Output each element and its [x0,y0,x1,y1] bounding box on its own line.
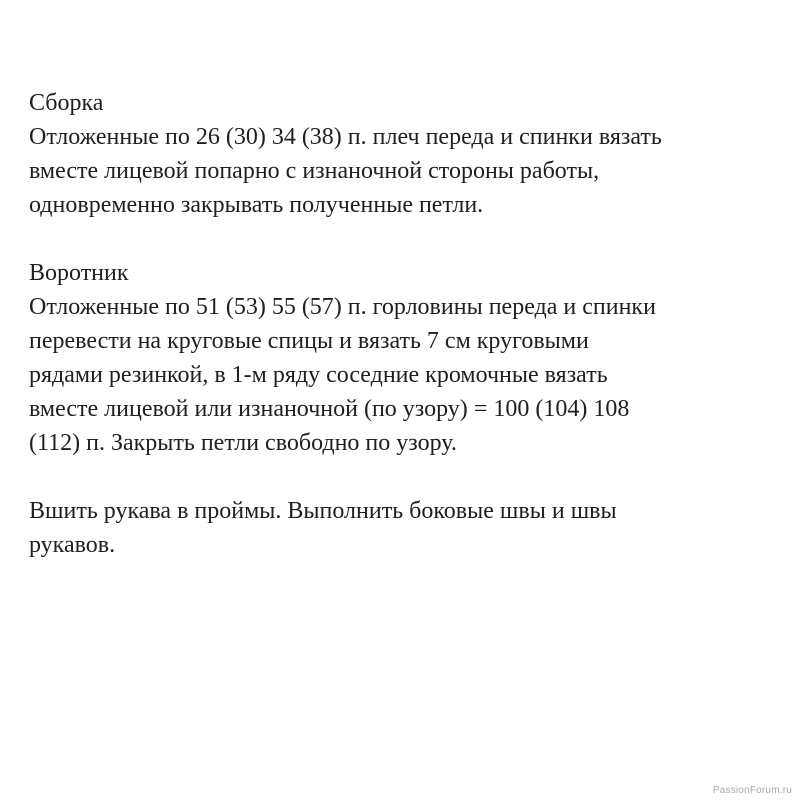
section-finishing [29,494,789,562]
text-line: Отложенные по 51 (53) 55 (57) п. горловины переда и спинки [29,294,656,320]
text-line: Отложенные по 26 (30) 34 (38) п. плеч переда и спинки вязать [29,124,662,150]
section-heading-assembly: Сборка [29,90,104,116]
text-line: (112) п. Закрыть петли свободно по узору. [29,430,457,456]
section-heading-collar: Воротник [29,260,129,286]
text-line: вместе лицевой или изнаночной (по узору) = 100 (104) 108 [29,396,630,422]
text-line: вместе лицевой попарно с изнаночной стороны работы, [29,158,600,184]
text-line: рядами резинкой, в 1-м ряду соседние кромочные вязать [29,362,608,388]
document-body [29,86,789,596]
watermark: PassionForum.ru [712,785,792,796]
text-line: рукавов. [29,532,116,558]
text-line: одновременно закрывать полученные петли. [29,192,484,218]
text-line: Вшить рукава в проймы. Выполнить боковые швы и швы [29,498,617,524]
section-assembly [29,86,789,222]
text-line: перевести на круговые спицы и вязать 7 см круговыми [29,328,589,354]
section-collar [29,256,789,460]
